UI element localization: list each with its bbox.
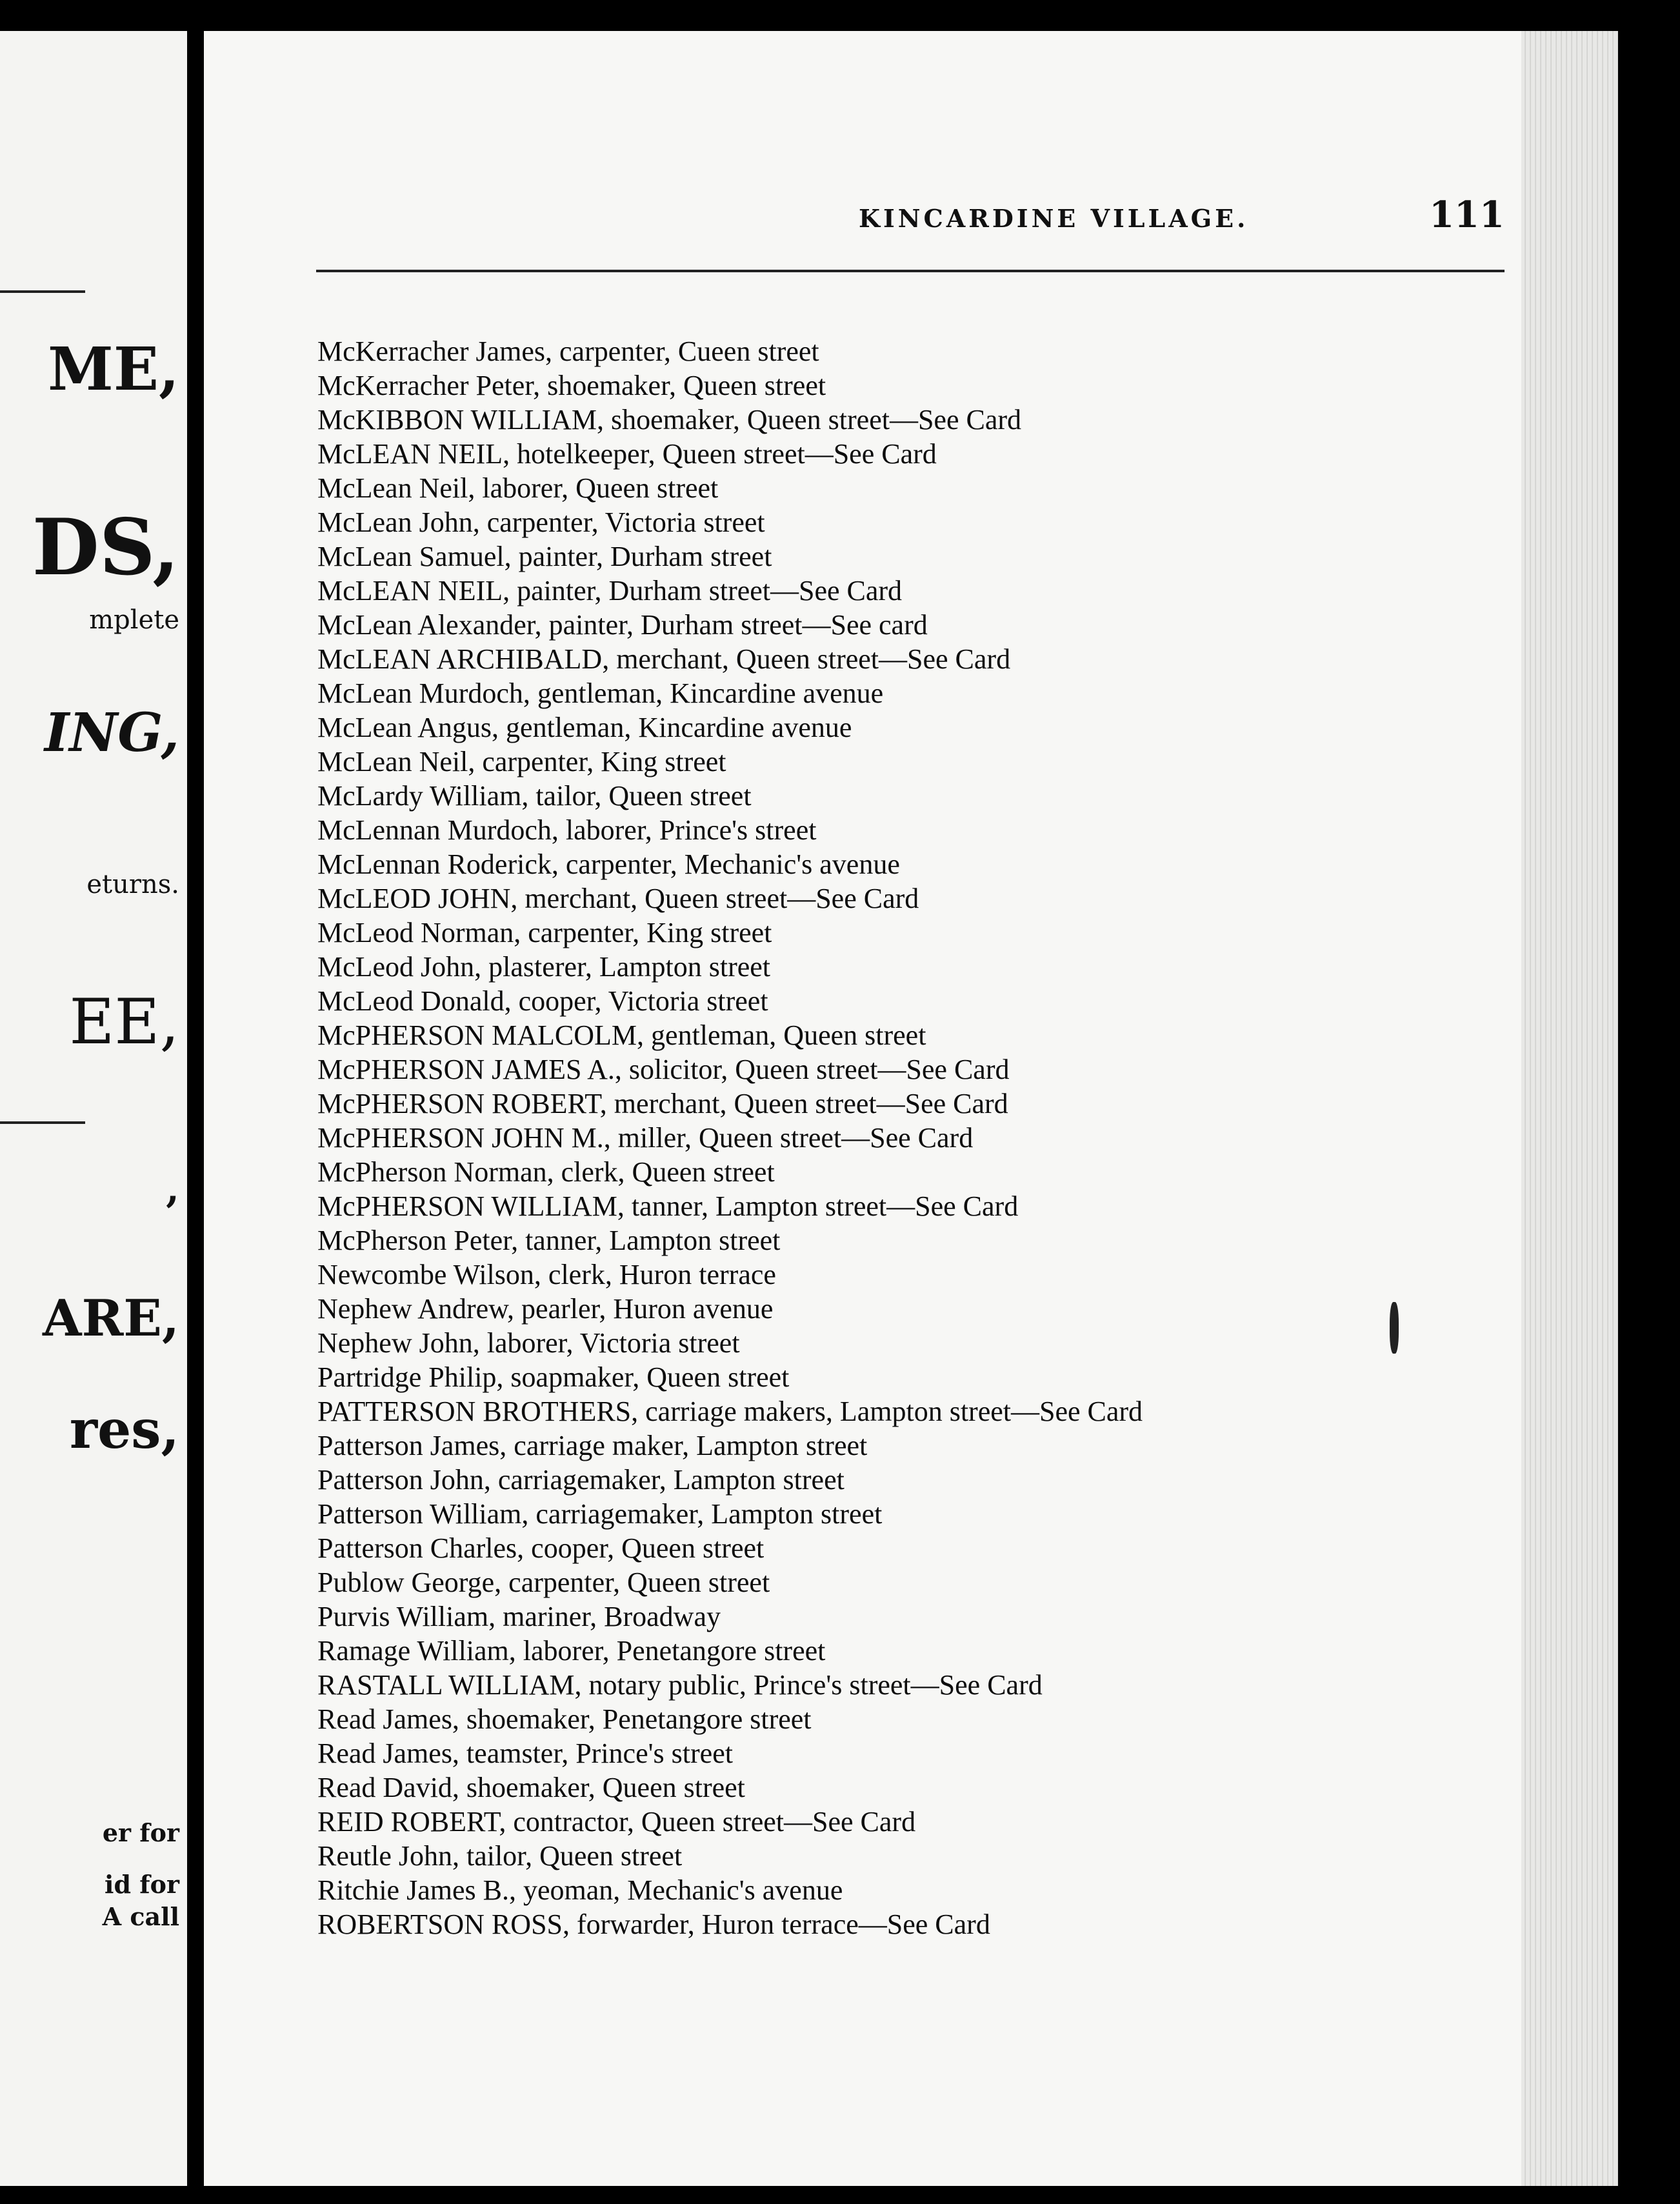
directory-entry: McLEAN NEIL, painter, Durham street—See Card [317, 575, 903, 606]
directory-entry: Reutle John, tailor, Queen street [317, 1840, 683, 1872]
directory-entry: McLeod Norman, carpenter, King street [317, 917, 772, 948]
directory-entry: McLardy William, tailor, Queen street [317, 780, 752, 812]
directory-entry: McLean John, carpenter, Victoria street [317, 506, 765, 538]
left-fragment: ING, [45, 702, 179, 764]
page-number: 111 [1429, 194, 1505, 236]
left-fragment: ME, [48, 334, 179, 404]
directory-entry: McPherson Peter, tanner, Lampton street [317, 1225, 781, 1256]
book-gutter [187, 0, 204, 2204]
left-fragment: res, [69, 1399, 179, 1461]
left-fragment: A call [102, 1902, 179, 1931]
directory-entry: McKerracher Peter, shoemaker, Queen street [317, 370, 826, 401]
directory-entry: McLean Murdoch, gentleman, Kincardine avenue [317, 677, 884, 709]
directory-entry: McLEAN NEIL, hotelkeeper, Queen street—See Card [317, 438, 937, 470]
directory-entry: Nephew Andrew, pearler, Huron avenue [317, 1293, 774, 1325]
directory-entry: Newcombe Wilson, clerk, Huron terrace [317, 1259, 776, 1290]
directory-entry: Partridge Philip, soapmaker, Queen street [317, 1361, 790, 1393]
directory-entry: Publow George, carpenter, Queen street [317, 1567, 770, 1598]
left-fragment: ARE, [43, 1289, 179, 1348]
ink-blemish [1390, 1302, 1399, 1354]
directory-entry: Nephew John, laborer, Victoria street [317, 1327, 740, 1359]
directory-entry: McPHERSON MALCOLM, gentleman, Queen street [317, 1019, 926, 1051]
directory-entry: Read James, teamster, Prince's street [317, 1738, 733, 1769]
directory-entry: Ritchie James B., yeoman, Mechanic's avenue [317, 1874, 843, 1906]
left-fragment: er for [102, 1818, 179, 1847]
directory-entry: McPherson Norman, clerk, Queen street [317, 1156, 775, 1188]
left-fragment: EE, [69, 986, 179, 1058]
directory-entry: PATTERSON BROTHERS, carriage makers, Lampton street—See Card [317, 1396, 1143, 1427]
directory-entry: McPHERSON JAMES A., solicitor, Queen street—See Card [317, 1054, 1010, 1085]
directory-entry: McLennan Roderick, carpenter, Mechanic's avenue [317, 848, 900, 880]
directory-entry: ROBERTSON ROSS, forwarder, Huron terrace—See Card [317, 1908, 990, 1940]
directory-entry: McKerracher James, carpenter, Cueen street [317, 336, 819, 367]
directory-entries [317, 334, 1530, 1941]
directory-entry: McLeod Donald, cooper, Victoria street [317, 985, 768, 1017]
directory-entry: Patterson John, carriagemaker, Lampton street [317, 1464, 845, 1496]
left-fragment: id for [105, 1870, 179, 1899]
directory-entry: RASTALL WILLIAM, notary public, Prince's street—See Card [317, 1669, 1043, 1701]
directory-entry: Patterson Charles, cooper, Queen street [317, 1532, 765, 1564]
directory-entry: Purvis William, mariner, Broadway [317, 1601, 721, 1632]
left-fragment: mplete [89, 605, 179, 635]
left-page-rule [0, 1121, 85, 1124]
left-page-rule [0, 290, 85, 293]
directory-entry: McLEAN ARCHIBALD, merchant, Queen street—See Card [317, 643, 1011, 675]
directory-entry: McLEOD JOHN, merchant, Queen street—See Card [317, 883, 919, 914]
directory-entry: Read James, shoemaker, Penetangore street [317, 1703, 812, 1735]
directory-entry: McPHERSON JOHN M., miller, Queen street—See Card [317, 1122, 974, 1154]
directory-entry: McPHERSON WILLIAM, tanner, Lampton street—See Card [317, 1190, 1019, 1222]
directory-entry: McLean Samuel, painter, Durham street [317, 541, 772, 572]
directory-entry: Read David, shoemaker, Queen street [317, 1772, 745, 1803]
directory-entry: McLean Alexander, painter, Durham street—See card [317, 609, 928, 641]
directory-entry: McLean Angus, gentleman, Kincardine avenue [317, 712, 852, 743]
left-fragment: eturns. [86, 870, 179, 899]
left-page-fragment [0, 31, 187, 2186]
page-header-title: KINCARDINE VILLAGE. [859, 204, 1249, 233]
header-rule [316, 270, 1505, 272]
directory-entry: McLean Neil, carpenter, King street [317, 746, 726, 777]
directory-entry: REID ROBERT, contractor, Queen street—See Card [317, 1806, 916, 1838]
running-head [320, 192, 1505, 250]
directory-entry: Patterson James, carriage maker, Lampton street [317, 1430, 868, 1461]
directory-entry: McKIBBON WILLIAM, shoemaker, Queen street—See Card [317, 404, 1022, 436]
left-fragment: , [166, 1167, 179, 1212]
directory-entry: McLeod John, plasterer, Lampton street [317, 951, 771, 983]
directory-page [204, 31, 1618, 2186]
directory-entry: McPHERSON ROBERT, merchant, Queen street—See Card [317, 1088, 1008, 1119]
directory-entry: Patterson William, carriagemaker, Lampton street [317, 1498, 883, 1530]
directory-entry: McLennan Murdoch, laborer, Prince's street [317, 814, 817, 846]
left-fragment: DS, [32, 502, 179, 593]
directory-entry: Ramage William, laborer, Penetangore street [317, 1635, 826, 1667]
page-edge [1521, 31, 1618, 2186]
directory-entry: McLean Neil, laborer, Queen street [317, 472, 719, 504]
